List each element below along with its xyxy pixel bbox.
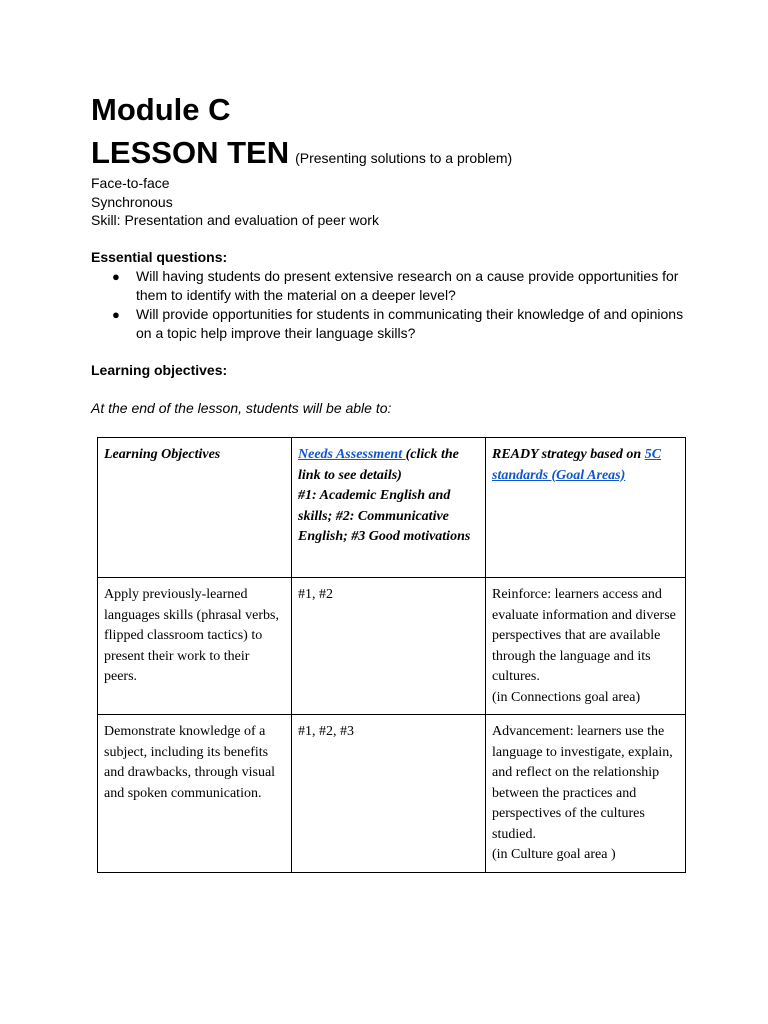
bullet-icon: ● bbox=[112, 269, 120, 284]
objective-cell: Apply previously-learned languages skills (phrasal verbs, flipped classroom tactics) to present their work to their peers. bbox=[98, 578, 292, 715]
header-learning-objectives bbox=[98, 438, 292, 578]
needs-assessment-hint: (click the link to see details) bbox=[298, 447, 459, 483]
strategy-cell bbox=[486, 715, 686, 873]
essential-questions-list bbox=[108, 267, 698, 343]
header-ready-strategy bbox=[486, 438, 686, 578]
ready-strategy-text: READY strategy based on bbox=[492, 447, 645, 462]
objective-cell: Demonstrate knowledge of a subject, including its benefits and drawbacks, through visual and spoken communication. bbox=[98, 715, 292, 873]
essential-questions-heading: Essential questions: bbox=[91, 249, 228, 265]
question-text: Will having students do present extensive research on a cause provide opportunities for them to identify with the material on a deeper level? bbox=[136, 268, 679, 303]
needs-cell: #1, #2 bbox=[292, 578, 486, 715]
5c-standards-link[interactable]: 5C standards (Goal Areas) bbox=[492, 447, 662, 483]
list-item bbox=[108, 267, 698, 305]
strategy-text: Advancement: learners use the language to investigate, explain, and reflect on the relationship between the practices and perspectives of the cultures studied. bbox=[492, 724, 673, 842]
list-item bbox=[108, 305, 698, 343]
bullet-icon: ● bbox=[112, 307, 120, 322]
table-header-row bbox=[98, 438, 686, 578]
objectives-table bbox=[97, 437, 686, 873]
lesson-heading bbox=[91, 134, 512, 178]
goal-area-text: (in Culture goal area ) bbox=[492, 847, 616, 862]
lesson-meta bbox=[91, 174, 379, 230]
lesson-subtitle: (Presenting solutions to a problem) bbox=[295, 150, 513, 166]
skill-text: Skill: Presentation and evaluation of peer work bbox=[91, 212, 379, 229]
table-row bbox=[98, 715, 686, 873]
goal-area-text: (in Connections goal area) bbox=[492, 689, 641, 705]
delivery-text: Face-to-face bbox=[91, 175, 170, 191]
mode-text: Synchronous bbox=[91, 193, 173, 210]
learning-objectives-heading: Learning objectives: bbox=[91, 362, 228, 378]
strategy-text: Reinforce: learners access and evaluate information and diverse perspectives that are available through the language and its cultures. bbox=[492, 587, 676, 684]
needs-assessment-link[interactable]: Needs Assessment bbox=[298, 447, 406, 462]
header-needs-assessment bbox=[292, 438, 486, 578]
needs-assessment-codes: #1: Academic English and skills; #2: Communicative English; #3 Good motivations bbox=[298, 488, 471, 544]
objectives-intro: At the end of the lesson, students will be able to: bbox=[91, 400, 392, 416]
question-text: Will provide opportunities for students in communicating their knowledge of and opinions on a topic help improve their language skills? bbox=[136, 306, 684, 341]
module-title: Module C bbox=[91, 92, 231, 127]
header-col1-text: Learning Objectives bbox=[104, 447, 221, 462]
table-row bbox=[98, 578, 686, 715]
needs-cell: #1, #2, #3 bbox=[292, 715, 486, 873]
lesson-title: LESSON TEN bbox=[91, 135, 290, 170]
strategy-cell bbox=[486, 578, 686, 715]
